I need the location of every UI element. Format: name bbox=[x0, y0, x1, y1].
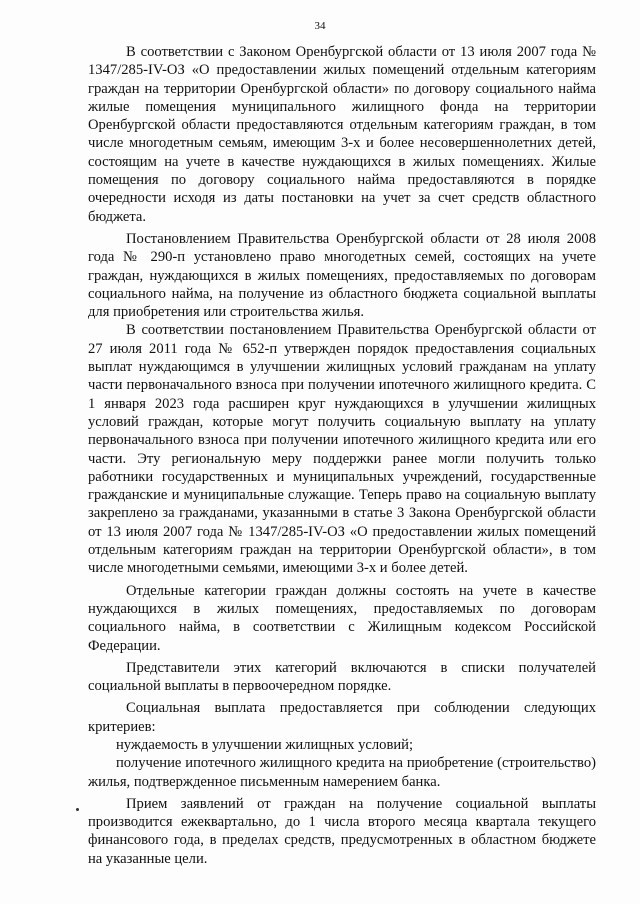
paragraph-resolution-2011: В соответствии постановлением Правительства Оренбургской области от 27 июля 2011 года № 652-п утвержден порядок предоставления социальных выплат нуждающимся в улучшении жилищных условий гражданам на уплату части первоначального взноса при получении ипотечного жилищного кредита. С 1 января 2023 года расширен круг нуждающихся в улучшении жилищных условий граждан, которые могут получить социальную выплату на уплату первоначального взноса при получении ипотечного жилищного кредита или его части. Эту региональную меру поддержки ранее могли получить только работники государственных и муниципальных учреждений, государственные гражданские и муниципальные служащие. Теперь право на социальную выплату закреплено за гражданами, указанными в статье 3 Закона Оренбургской области от 13 июля 2007 года № 1347/285-IV-ОЗ «О предоставлении жилых помещений отдельным категориям граждан на территории Оренбургской области», в том числе многодетными семьями, имеющими 3-х и более детей. bbox=[88, 322, 596, 577]
document-body bbox=[88, 43, 596, 868]
paragraph-categories: Отдельные категории граждан должны состоять на учете в качестве нуждающихся в жилых помещениях, предоставляемых по договорам социального найма, в соответствии с Жилищным кодексом Российской Федерации. bbox=[88, 582, 596, 654]
paragraph-law-2007: В соответствии с Законом Оренбургской области от 13 июля 2007 года № 1347/285-IV-ОЗ «О предоставлении жилых помещений отдельным категориям граждан на территории Оренбургской области» по договору социального найма жилые помещения муниципального жилищного фонда на территории Оренбургской области предоставляются отдельным категориям граждан, в том числе многодетным семьям, имеющим 3-х и более несовершеннолетних детей, состоящим на учете в качестве нуждающихся в жилых помещениях. Жилые помещения по договору социального найма предоставляются в порядке очередности исходя из даты постановки на учет за счет средств областного бюджета. bbox=[88, 44, 596, 225]
page-number: 34 bbox=[314, 20, 326, 32]
paragraph-applications: Прием заявлений от граждан на получение социальной выплаты производится ежеквартально, до 1 числа второго месяца квартала текущего финансового года, в пределах средств, предусмотренных в областном бюджете на указанные цели. bbox=[88, 795, 596, 867]
paragraph-priority: Представители этих категорий включаются в списки получателей социальной выплаты в первоочередном порядке. bbox=[88, 659, 596, 695]
paragraph-criteria-intro: Социальная выплата предоставляется при соблюдении следующих критериев: bbox=[88, 700, 596, 735]
criterion-item: нуждаемость в улучшении жилищных условий; bbox=[116, 736, 414, 753]
scan-speck bbox=[76, 808, 79, 811]
criterion-item: получение ипотечного жилищного кредита на приобретение (строительство) жилья, подтвержденное письменным намерением банка. bbox=[88, 755, 596, 790]
paragraph-resolution-2008: Постановлением Правительства Оренбургской области от 28 июля 2008 года № 290-п установлено право многодетных семей, состоящих на учете граждан, нуждающихся в жилых помещениях, предоставляемых по договорам социального найма, на получение из областного бюджета социальной выплаты для приобретения или строительства жилья. bbox=[88, 230, 596, 321]
